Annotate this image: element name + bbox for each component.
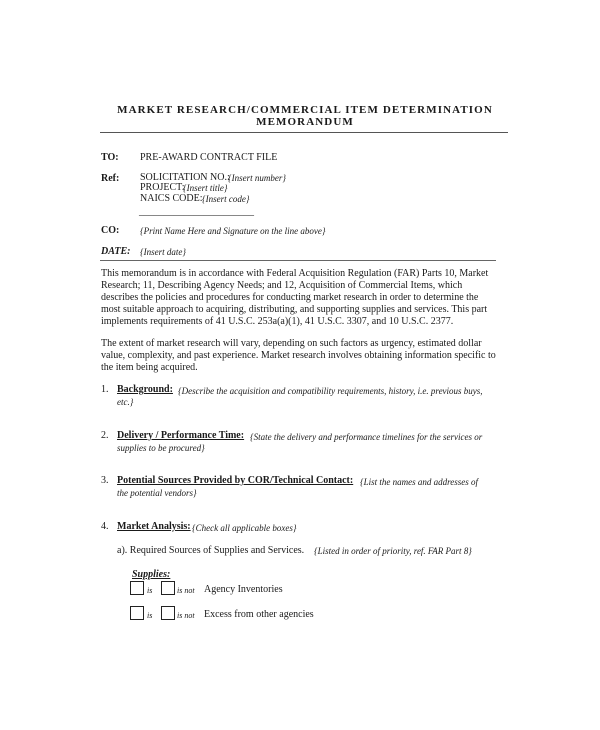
item-2-note-line-2: supplies to be procured} — [117, 443, 205, 453]
document-title-line-1: MARKET RESEARCH/COMMERCIAL ITEM DETERMINATION — [117, 104, 493, 116]
intro-paragraph: This memorandum is in accordance with Federal Acquisition Regulation (FAR) Parts 10, Market Research; 11, Describing Agency Needs; and 12, Acquisition of Commercial Items, which describes the policies and procedures for conducting market research in order to determine the most suitable approach to acquiring, distributing, and supporting supplies and services. This part implements requirements of 41 U.S.C. 253a(a)(1), 41 U.S.C. 3307, and 10 U.S.C. 2377. — [101, 268, 489, 327]
ref-label: Ref: — [101, 173, 120, 184]
item-2-number: 2. — [101, 430, 109, 441]
item-3-note-line-2: the potential vendors} — [117, 488, 197, 498]
item-1-note-line-1: {Describe the acquisition and compatibility requirements, history, i.e. previous buys, — [178, 386, 483, 396]
item-3-number: 3. — [101, 475, 109, 486]
co-value[interactable]: {Print Name Here and Signature on the line above} — [140, 226, 326, 236]
solicitation-label: SOLICITATION NO.: — [140, 172, 230, 183]
extent-paragraph: The extent of market research will vary, depending on such factors as urgency, estimated dollar value, complexity, and past experience. Market research involves obtaining information specific to the item being acquired. — [101, 338, 496, 373]
supplies-row-2-is-not-checkbox[interactable] — [161, 606, 175, 620]
item-3-heading: Potential Sources Provided by COR/Technical Contact: — [117, 475, 354, 486]
supplies-row-2-is-label: is — [147, 611, 153, 620]
item-3-note-line-1: {List the names and addresses of — [360, 477, 479, 487]
supplies-row-1-is-checkbox[interactable] — [130, 581, 144, 595]
supplies-heading: Supplies: — [132, 569, 171, 580]
project-value[interactable]: {Insert title} — [183, 183, 228, 193]
supplies-row-2-is-not-label: is not — [177, 611, 195, 620]
signature-line[interactable]: _______________________ — [139, 206, 254, 217]
supplies-row-1-is-not-label: is not — [177, 586, 195, 595]
supplies-row-2-label: Excess from other agencies — [204, 609, 314, 620]
to-value: PRE-AWARD CONTRACT FILE — [140, 152, 278, 163]
sub-a-label: a). Required Sources of Supplies and Services. — [117, 545, 305, 556]
solicitation-value[interactable]: {Insert number} — [228, 173, 286, 183]
supplies-row-1-is-label: is — [147, 586, 153, 595]
date-label: DATE: — [101, 246, 131, 257]
document-title-line-2: MEMORANDUM — [256, 116, 354, 128]
item-4-heading: Market Analysis: — [117, 521, 191, 532]
item-4-number: 4. — [101, 521, 109, 532]
item-4-note-line-1: {Check all applicable boxes} — [192, 523, 297, 533]
supplies-row-1-label: Agency Inventories — [204, 584, 283, 595]
project-label: PROJECT: — [140, 182, 185, 193]
supplies-row-2-is-checkbox[interactable] — [130, 606, 144, 620]
date-value[interactable]: {Insert date} — [140, 247, 186, 257]
co-label: CO: — [101, 225, 120, 236]
item-2-note-line-1: {State the delivery and performance timelines for the services or — [250, 432, 483, 442]
supplies-row-1-is-not-checkbox[interactable] — [161, 581, 175, 595]
header-divider — [100, 260, 496, 261]
item-1-heading: Background: — [117, 384, 173, 395]
item-1-note-line-2: etc.} — [117, 397, 134, 407]
naics-label: NAICS CODE: — [140, 193, 203, 204]
title-divider — [100, 132, 508, 133]
item-2-heading: Delivery / Performance Time: — [117, 430, 245, 441]
item-1-number: 1. — [101, 384, 109, 395]
sub-a-note: {Listed in order of priority, ref. FAR Part 8} — [314, 546, 472, 556]
naics-value[interactable]: {Insert code} — [202, 194, 250, 204]
to-label: TO: — [101, 152, 119, 163]
